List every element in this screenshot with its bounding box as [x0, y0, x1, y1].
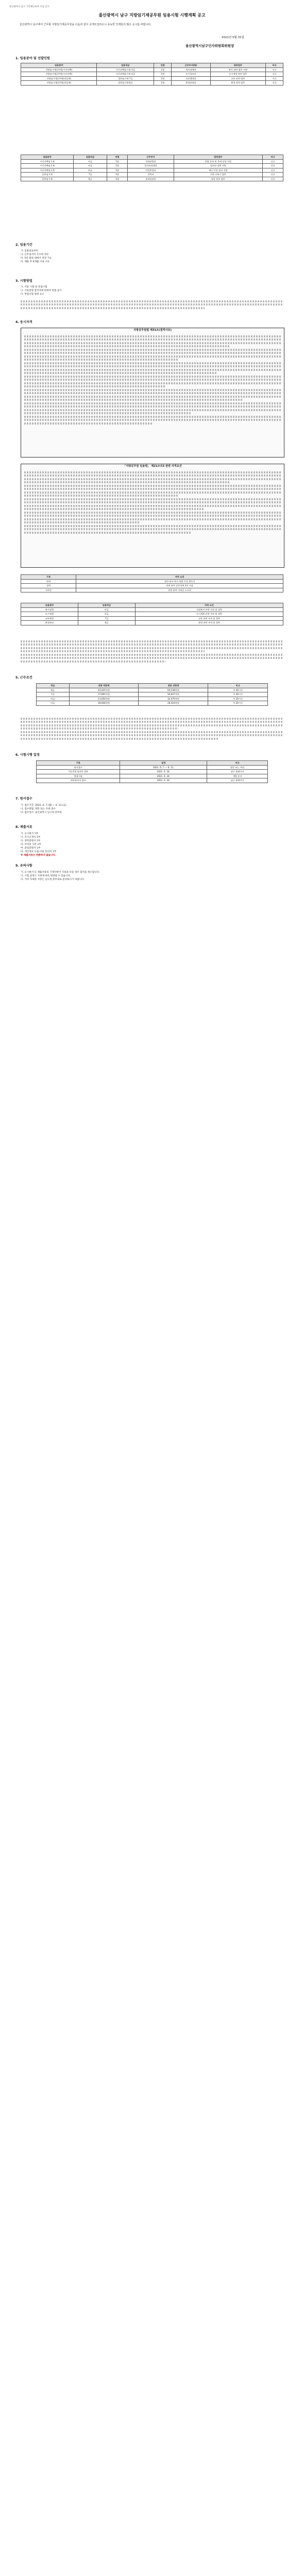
table-row [37, 701, 268, 706]
table-cell: 18,946천원 [69, 701, 139, 706]
table-cell: 관광 홍보 및 축제 운영 지원 [174, 159, 262, 164]
table-cell: 남구 홈페이지 [207, 778, 268, 783]
intro-paragraph: 울산광역시 남구에서 근무할 지방임기제공무원을 다음과 같이 공개모집하오니 유능한 인재들의 많은 응시를 바랍니다. [20, 23, 151, 26]
table-cell: 복지정책과 [172, 67, 210, 72]
list-item: 가. 응시원서 등 제출서류의 기재사항이 사실과 다를 경우 합격을 취소합니다. [21, 871, 100, 874]
table-cell: 환경관리 [21, 621, 78, 625]
table-header-cell: 구분 [37, 761, 120, 766]
table-cell: 6급 [74, 177, 107, 181]
table-cell: 시간선택임기제 [21, 159, 74, 164]
notice-list [21, 871, 289, 882]
table-cell: 환경관리과 [172, 81, 210, 86]
table-cell: 64,538천원 [139, 688, 208, 692]
table-cell: 지방임기제공무원(전일제) [21, 76, 97, 81]
table-cell: 신규 [262, 177, 283, 181]
table-cell: 1명 [107, 164, 128, 168]
table-row [21, 612, 283, 617]
table-cell: 1명 [107, 168, 128, 173]
list-item: 라. 자격증 사본 1부 [21, 843, 41, 846]
list-item: 다. 경력증명서 1부 [21, 840, 41, 842]
table-row [21, 621, 283, 625]
table-row [37, 765, 268, 770]
list-item: 다. 기타 자세한 사항은 남구청 총무과로 문의하시기 바랍니다. [21, 878, 85, 881]
table-cell: 43,025천원 [69, 688, 139, 692]
table-cell: 21,650천원 [69, 697, 139, 701]
table-row [21, 164, 283, 168]
announcement-date: 2021년 5월 31일 [222, 36, 244, 39]
document-title: 울산광역시 남구 지방임기제공무원 임용시험 시행계획 공고 [98, 13, 206, 18]
table-cell: 복지정책 [21, 607, 78, 612]
table-cell: 마급 [74, 159, 107, 164]
list-item: 바. 개인정보 수집·이용 동의서 1부 [21, 851, 57, 853]
list-item: 가. 서류 시험 및 면접시험 [21, 286, 47, 289]
list-item: 가. 응시원서 1부 [21, 833, 38, 835]
table-cell: 교통 관련 자격 및 경력 [135, 616, 283, 621]
table-cell: 교통 관련 업무 [210, 76, 265, 81]
table-cell: 안전총괄과 [128, 168, 174, 173]
table-cell: 마급 [78, 607, 135, 612]
table-cell: 1명 [154, 81, 172, 86]
table-cell: 신규 [266, 81, 283, 86]
apply-list [21, 804, 289, 815]
table-header-cell: 임용직급 [97, 63, 154, 68]
table-header-cell: 근무부서 [128, 155, 174, 160]
table-cell: 신규 [262, 159, 283, 164]
table-cell: 7급 [74, 173, 107, 177]
table-cell: 32,475천원 [139, 697, 208, 701]
table-header-cell: 자격 요건 [135, 603, 283, 608]
section-8-heading: 8. 제출서류 [15, 825, 32, 829]
table-cell: 1명 [107, 173, 128, 177]
table-cell: 원서접수 [37, 765, 120, 770]
table-row [37, 774, 268, 778]
documents-list [21, 832, 289, 857]
table-header-cell: 인원 [107, 155, 128, 160]
section-5-heading: 5. 근무조건 [15, 676, 32, 680]
table-cell: 라급 [37, 697, 70, 701]
table-cell: 6급 [78, 621, 135, 625]
qualification-box-2-body [21, 468, 284, 537]
table-cell: 문화관광과 [128, 159, 174, 164]
table-cell: 남구 홈페이지 [207, 770, 268, 774]
table-cell: 신규 [266, 76, 283, 81]
table-header-cell: 인원 [154, 63, 172, 68]
list-item: 라. 채용 후 6개월 이내 시보 [21, 261, 50, 263]
table-cell: 건축과 [128, 173, 174, 177]
table-header-cell: 임용직급 [74, 155, 107, 160]
table-cell: 2021. 6. 7. ~ 6. 11. [120, 765, 207, 770]
table-header-cell: 자격 요건 [76, 575, 283, 580]
table-header-cell: 임용분야 [21, 63, 97, 68]
table-cell: 2021. 6. 24. [120, 774, 207, 778]
table-header-cell: 비고 [207, 761, 268, 766]
table-cell: 신규 [262, 168, 283, 173]
table-row [21, 76, 283, 81]
table-header-cell: 비고 [208, 684, 268, 688]
table-cell: 마급 [74, 164, 107, 168]
table-header-cell: 비고 [262, 155, 283, 160]
documents-warning: ※ 제출서류는 반환하지 않습니다. [21, 854, 56, 857]
table-cell: 신규 [266, 67, 283, 72]
table-header-cell: 담당업무 [174, 155, 262, 160]
table-cell: 복지 관련 업무 지원 [210, 67, 265, 72]
table-row [21, 616, 283, 621]
table-qualifications [21, 574, 283, 592]
conditions-body-lines [21, 716, 283, 741]
table-salary [36, 683, 268, 706]
table-cell: 주 40시간 [208, 688, 268, 692]
table-cell: 홍보담당관 [128, 177, 174, 181]
table-cell: 1명 [107, 177, 128, 181]
table-cell: 지방임기제공무원(시간선택) [21, 67, 97, 72]
table-cell: 일반임기제 [21, 177, 74, 181]
table-row [37, 688, 268, 692]
table-header-cell: 구분 [21, 575, 76, 580]
table-cell: 일반임기제 7급 [97, 76, 154, 81]
list-item: 나. 접수방법: 방문 또는 우편 접수 [21, 808, 56, 810]
qualification-box-2 [21, 464, 284, 568]
table-cell: 환경 관련 업무 [210, 81, 265, 86]
table-cell: 환경 관련 자격 및 경력 [135, 621, 283, 625]
section-6-heading: 6. 시험시행 일정 [15, 753, 40, 757]
table-cell: 시간선택임기제 라급 [97, 72, 154, 77]
table-row [21, 159, 283, 164]
table-cell: 마급 [37, 701, 70, 706]
table-cell: 7급 [78, 616, 135, 621]
table-row [37, 692, 268, 697]
section-2-heading: 2. 임용기간 [15, 243, 32, 247]
issuing-organization: 울산광역시남구인사위원회위원장 [185, 44, 234, 48]
table-cell: 교통행정과 [172, 76, 210, 81]
table-header-cell: 일정 [120, 761, 207, 766]
method-body-lines [21, 299, 283, 310]
section-7-heading: 7. 원서접수 [15, 797, 32, 801]
table-cell: 56,837천원 [139, 692, 208, 697]
table-cell: 사회복지 관련 자격 및 경력 [135, 607, 283, 612]
table-header-cell: 연봉 하한액 [69, 684, 139, 688]
table-cell: 주 20시간 [208, 701, 268, 706]
list-item: 나. 자기소개서 1부 [21, 836, 41, 839]
table-cell: 시간선택임기제 마급 [97, 67, 154, 72]
table-cell: 라급 [74, 168, 107, 173]
list-item: 다. 5년 범위 내에서 연장 가능 [21, 257, 52, 260]
table-cell: 도시재생 [21, 612, 78, 617]
table-cell: 신규 [262, 164, 283, 168]
section-1-heading: 1. 임용분야 및 선발인원 [15, 57, 50, 60]
table-cell: 일반임기제 6급 [97, 81, 154, 86]
table-cell: 면접시험 [37, 774, 120, 778]
qualification-box-2-title: 「지방공무원 임용령」 제21조의3 관련 자격요건 [123, 465, 182, 468]
table-header-cell: 임용직급 [78, 603, 135, 608]
table-header-cell: 임용분야 [21, 155, 74, 160]
list-item: 마. 졸업증명서 1부 [21, 847, 41, 850]
table-cell: 2021. 6. 18. [120, 770, 207, 774]
table-cell: 관련 분야 자격증 소지자 [76, 588, 283, 592]
table-cell: 지방임기제공무원(전일제) [21, 81, 97, 86]
qualification-box-1 [21, 328, 284, 457]
table-row [21, 67, 283, 72]
table-cell: 라급 [78, 612, 135, 617]
period-list [21, 249, 289, 264]
table-cell: 7급 [37, 692, 70, 697]
table-row [21, 72, 283, 77]
qualification-box-1-body [21, 332, 284, 428]
table-cell: 37,891천원 [69, 692, 139, 697]
table-cell: 관련 분야 학사 학위 이상 취득자 [76, 579, 283, 584]
table-cell: 일반임기제 [21, 173, 74, 177]
table-cell: 개별 통지 [207, 774, 268, 778]
table-schedule [36, 760, 268, 783]
table-cell: 주 40시간 [208, 692, 268, 697]
table-header-cell: 연봉 상한액 [139, 684, 208, 688]
table-row [21, 607, 283, 612]
table-cell: 28,419천원 [139, 701, 208, 706]
table-cell: 도시창조과 [172, 72, 210, 77]
section-3-heading: 3. 시험방법 [15, 279, 32, 283]
table-row [21, 177, 283, 181]
list-item: 가. 접수기간: 2021. 6. 7.(월) ~ 6. 11.(금) [21, 804, 66, 807]
table-cell: 자격증 [21, 588, 76, 592]
table-cell: 신규 [266, 72, 283, 77]
list-item: 다. 면접시험 평정 요소 [21, 293, 44, 296]
table-position-requirements [21, 603, 283, 625]
table-cell: 1명 [154, 76, 172, 81]
table-cell: 도시계획 관련 자격 및 경력 [135, 612, 283, 617]
table-cell: 시간선택임기제 [21, 168, 74, 173]
table-row [37, 770, 268, 774]
table-positions-1 [21, 63, 283, 86]
table-cell: 영상 홍보 업무 [174, 177, 262, 181]
list-item: 다. 접수장소: 울산광역시 남구청 총무과 [21, 811, 62, 814]
table-row [21, 81, 283, 86]
table-header-cell: 비고 [266, 63, 283, 68]
table-cell: 일자리경제과 [128, 164, 174, 168]
table-cell: 재난 안전 관리 지원 [174, 168, 262, 173]
list-item: 나. 서류전형 합격자에 한하여 면접 실시 [21, 290, 62, 292]
requirements-body-lines [21, 639, 283, 664]
method-list [21, 285, 289, 296]
table-row [21, 579, 283, 584]
table-cell: 교통행정 [21, 616, 78, 621]
table-row [21, 173, 283, 177]
table-header-cell: 근무부서(팀) [172, 63, 210, 68]
table-cell: 신규 [262, 173, 283, 177]
table-header-cell: 담당업무 [210, 63, 265, 68]
table-cell: 일자리 정책 지원 [174, 164, 262, 168]
table-cell: 관련 분야 실무경력 2년 이상 [76, 584, 283, 588]
table-cell: 도시재생 관련 업무 [210, 72, 265, 77]
table-header-cell: 임용분야 [21, 603, 78, 608]
table-positions-2 [21, 155, 283, 181]
table-cell: 방문 또는 우편 [207, 765, 268, 770]
table-cell: 서류전형 합격자 발표 [37, 770, 120, 774]
section-9-heading: 9. 유의사항 [15, 864, 32, 868]
table-row [21, 588, 283, 592]
list-item: 나. 근무실적이 우수한 경우 [21, 253, 49, 256]
table-cell: 지방임기제공무원(시간선택) [21, 72, 97, 77]
table-cell: 학력 [21, 579, 76, 584]
table-cell: 1명 [154, 67, 172, 72]
table-cell: 경력 [21, 584, 76, 588]
table-cell: 6급 [37, 688, 70, 692]
list-item: 가. 임용일로부터 [21, 250, 38, 252]
table-cell: 주 20시간 [208, 697, 268, 701]
table-cell: 2021. 6. 30. [120, 778, 207, 783]
qualification-box-1-title: 지방공무원법 제31조(결격사유) [133, 329, 172, 332]
table-row [21, 168, 283, 173]
table-header-cell: 직급 [37, 684, 70, 688]
section-4-heading: 4. 응시자격 [15, 320, 32, 324]
header-note: 울산광역시 남구 기간제근로자 모집 공고 [9, 6, 49, 8]
table-cell: 1명 [154, 72, 172, 77]
list-item: 나. 시험 일정은 사정에 따라 변경될 수 있습니다. [21, 875, 71, 877]
table-row [37, 697, 268, 701]
table-cell: 건축 인허가 업무 [174, 173, 262, 177]
table-cell: 1명 [107, 159, 128, 164]
table-cell: 최종합격자 발표 [37, 778, 120, 783]
table-row [37, 778, 268, 783]
table-cell: 시간선택임기제 [21, 164, 74, 168]
table-row [21, 584, 283, 588]
